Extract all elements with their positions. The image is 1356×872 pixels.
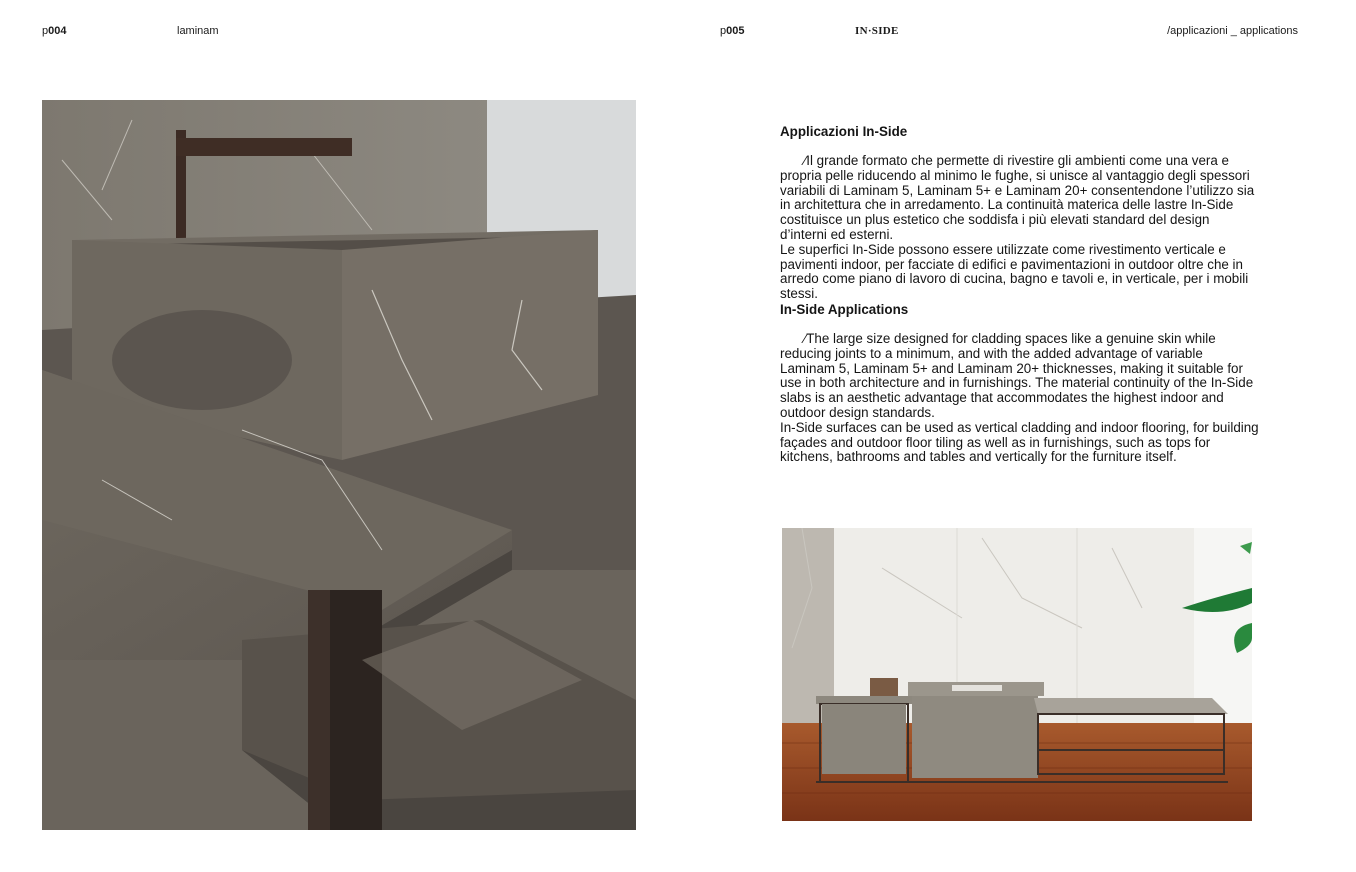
page-number: 005 xyxy=(726,25,745,37)
text-column xyxy=(780,124,1260,465)
room-photo xyxy=(782,528,1252,821)
page-number-left xyxy=(42,24,66,38)
english-heading: In-Side Applications xyxy=(780,301,909,317)
english-paragraph-2: In-Side surfaces can be used as vertical cladding and indoor flooring, for building façades and outdoor floor tiling as well as in furnishings, such as tops for kitchens, bathrooms and tables and vertically for the furniture itself. xyxy=(780,419,1259,465)
collection-logo: IN·SIDE xyxy=(855,25,899,37)
washbasin-photo xyxy=(42,100,636,830)
page-prefix: p xyxy=(42,25,49,37)
page-prefix: p xyxy=(720,25,727,37)
italian-paragraph-2: Le superfici In-Side possono essere utilizzate come rivestimento verticale e pavimenti indoor, per facciate di edifici e pavimentazioni in outdoor oltre che in arredo come piano di lavoro di cucina, bagno e tavoli e, in verticale, per i mobili stessi. xyxy=(780,241,1249,302)
page-number: 004 xyxy=(48,25,67,37)
room-illustration xyxy=(782,528,1252,821)
italian-paragraph-1: ∕Il grande formato che permette di rivestire gli ambienti come una vera e propria pelle riducendo al minimo le fughe, si unisce al vantaggio degli spessori variabili di Laminam 5, Laminam 5+ e Laminam 20+ consentendone l’utilizzo sia in architettura che in arredamento. La continuità materica delle lastre In-Side costituisce un plus estetico che soddisfa i più elevati standard del design d’interni ed esterni. xyxy=(780,153,1255,242)
brand-label: laminam xyxy=(177,25,219,37)
page-number-right xyxy=(720,24,744,38)
section-label: /applicazioni _ applications xyxy=(1167,25,1298,37)
washbasin-illustration xyxy=(42,100,636,830)
italian-heading: Applicazioni In-Side xyxy=(780,124,908,139)
english-paragraph-1: ∕The large size designed for cladding spaces like a genuine skin while reducing joints to a minimum, and with the added advantage of variable Laminam 5, Laminam 5+ and Laminam 20+ thicknesses, making it suitable for use in both architecture and in furnishings. The material continuity of the In-Side slabs is an aesthetic advantage that accommodates the highest indoor and outdoor design standards. xyxy=(780,330,1254,420)
